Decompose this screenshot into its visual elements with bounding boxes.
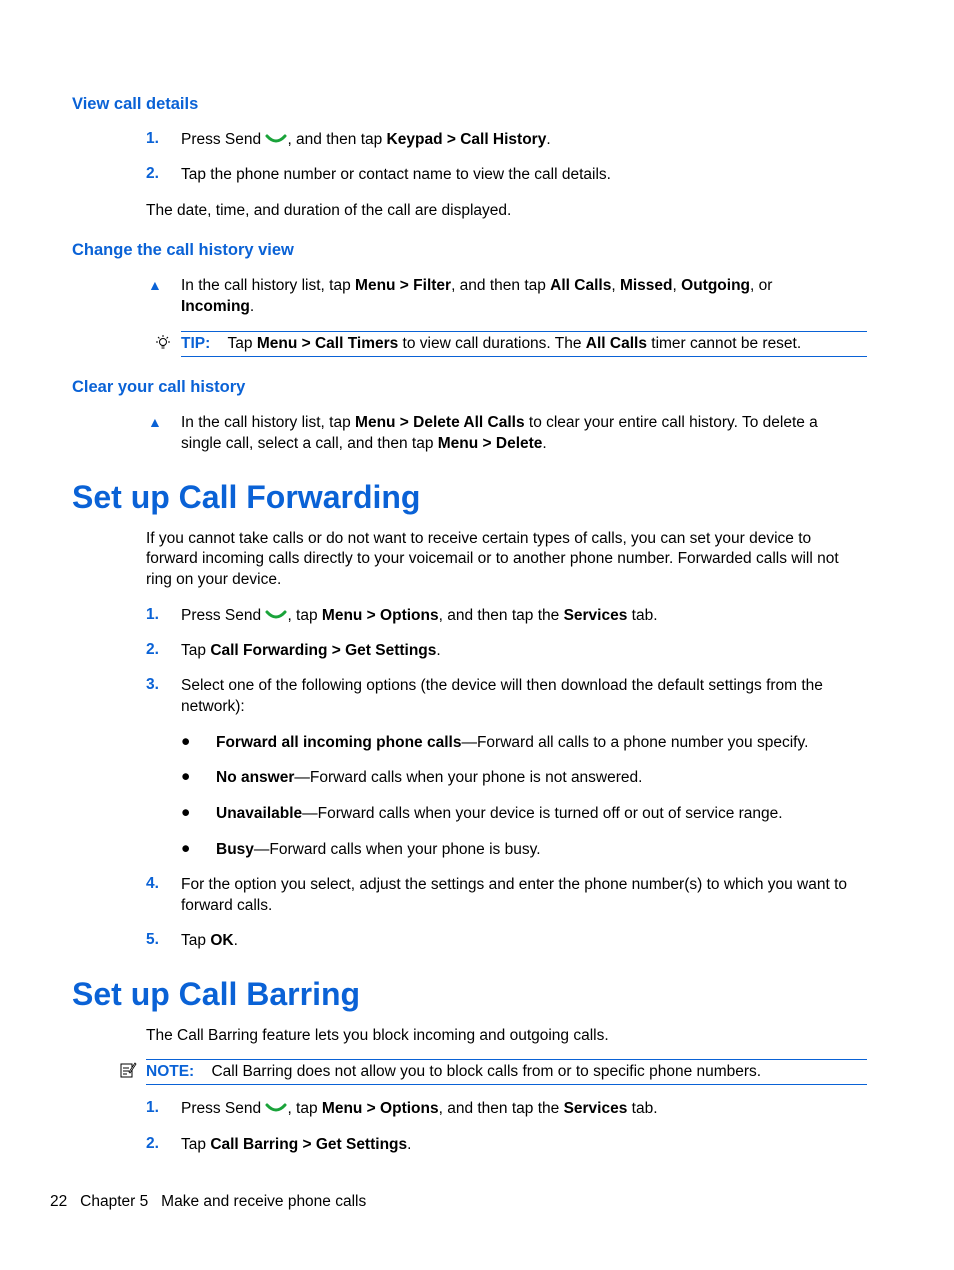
step-text: Tap the phone number or contact name to view the call details.	[181, 166, 611, 183]
send-icon	[265, 1100, 287, 1114]
note-box: NOTE: Call Barring does not allow you to block calls from or to specific phone numbers.	[146, 1059, 867, 1085]
step-text-continued: network):	[181, 698, 245, 715]
step-text-continued: single call, select a call, and then tap Menu > Delete.	[181, 435, 547, 452]
step-text-continued: Incoming.	[181, 298, 255, 315]
step-text: Tap Call Forwarding > Get Settings.	[181, 642, 441, 659]
bullet-icon: ●	[181, 768, 191, 785]
step-text: Tap OK.	[181, 932, 238, 949]
chapter-label: Chapter 5	[80, 1193, 149, 1210]
bullet-icon: ●	[181, 733, 191, 750]
heading-change-call-history-view: Change the call history view	[72, 241, 294, 259]
step-number: 1.	[146, 606, 159, 623]
step-number: 1.	[146, 1099, 159, 1116]
option-item: Unavailable—Forward calls when your device is turned off or out of service range.	[216, 805, 783, 822]
step-number: 3.	[146, 676, 159, 693]
paragraph: The Call Barring feature lets you block incoming and outgoing calls.	[146, 1027, 609, 1044]
option-item: No answer—Forward calls when your phone is not answered.	[216, 769, 643, 786]
option-item: Busy—Forward calls when your phone is busy.	[216, 841, 541, 858]
page-number: 22	[50, 1193, 68, 1210]
paragraph: The date, time, and duration of the call are displayed.	[146, 202, 512, 219]
paragraph-line: ring on your device.	[146, 571, 282, 588]
heading-view-call-details: View call details	[72, 95, 199, 113]
step-text: Press Send , tap Menu > Options, and then tap the Services tab.	[181, 607, 658, 624]
step-text: In the call history list, tap Menu > Delete All Calls to clear your entire call history. To delete a	[181, 414, 818, 431]
section-title-call-forwarding: Set up Call Forwarding	[72, 479, 421, 515]
bullet-icon: ●	[181, 840, 191, 857]
step-number: 5.	[146, 931, 159, 948]
send-icon	[265, 607, 287, 621]
step-number: 2.	[146, 165, 159, 182]
lightbulb-icon	[154, 334, 172, 352]
tip-label: TIP:	[181, 335, 211, 352]
bullet-icon: ●	[181, 804, 191, 821]
step-number: 2.	[146, 1135, 159, 1152]
note-label: NOTE:	[146, 1063, 195, 1080]
triangle-bullet-icon: ▲	[148, 414, 162, 430]
send-icon	[265, 131, 287, 145]
tip-box: TIP: Tap Menu > Call Timers to view call durations. The All Calls timer cannot be reset.	[181, 331, 867, 357]
step-text: In the call history list, tap Menu > Filter, and then tap All Calls, Missed, Outgoing, or	[181, 277, 773, 294]
page-footer	[50, 1191, 366, 1212]
step-number: 2.	[146, 641, 159, 658]
step-text: Select one of the following options (the device will then download the default settings from the	[181, 677, 823, 694]
heading-clear-call-history: Clear your call history	[72, 378, 246, 396]
step-number: 1.	[146, 130, 159, 147]
step-text-continued: forward calls.	[181, 897, 273, 914]
chapter-title: Make and receive phone calls	[161, 1193, 367, 1210]
option-item: Forward all incoming phone calls—Forward all calls to a phone number you specify.	[216, 734, 809, 751]
paragraph-line: If you cannot take calls or do not want to receive certain types of calls, you can set your device to	[146, 530, 812, 547]
triangle-bullet-icon: ▲	[148, 277, 162, 293]
paragraph-line: forward incoming calls directly to your voicemail or to another phone number. Forwarded calls will not	[146, 550, 839, 567]
step-text: Press Send , and then tap Keypad > Call History.	[181, 131, 551, 148]
section-title-call-barring: Set up Call Barring	[72, 976, 361, 1012]
step-text: For the option you select, adjust the settings and enter the phone number(s) to which you want to	[181, 876, 848, 893]
step-text: Tap Call Barring > Get Settings.	[181, 1136, 412, 1153]
note-icon	[119, 1061, 137, 1079]
step-text: Press Send , tap Menu > Options, and then tap the Services tab.	[181, 1100, 658, 1117]
step-number: 4.	[146, 875, 159, 892]
